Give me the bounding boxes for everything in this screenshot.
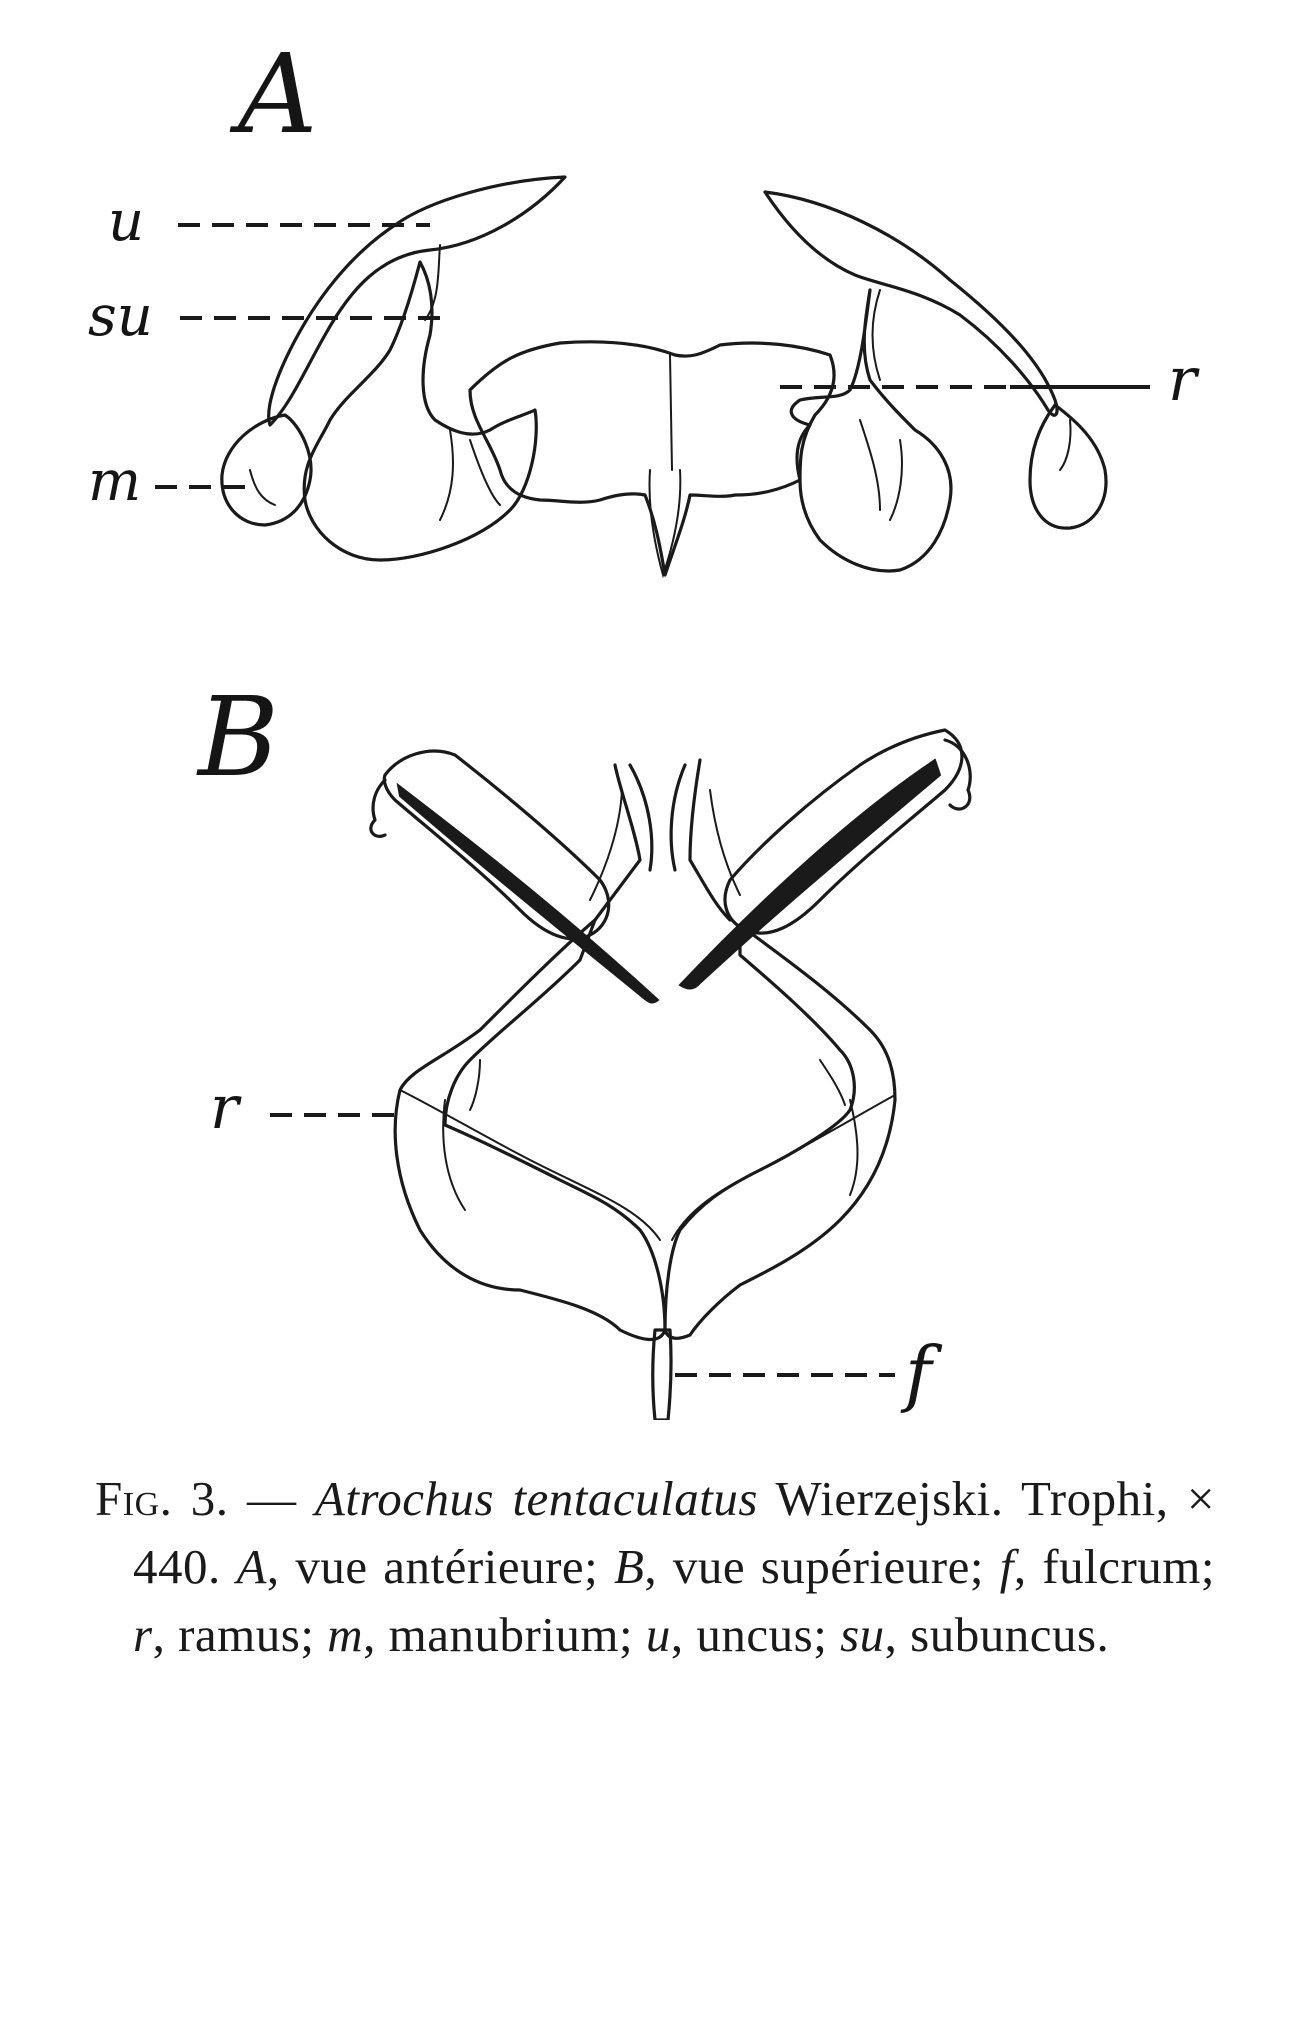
caption-b-text: , vue supérieure;: [644, 1539, 1000, 1594]
panel-b-letter: B: [198, 673, 279, 801]
panel-a-drawing: [222, 177, 1106, 575]
label-fulcrum-b: f: [905, 1331, 932, 1415]
panel-b-drawing: [371, 730, 970, 1420]
caption-r-letter: r: [133, 1607, 153, 1662]
left-uncus-arm-shape: [384, 751, 608, 939]
caption-m-text: , manubrium;: [363, 1607, 646, 1662]
right-subuncus-shape: [791, 290, 951, 571]
caption-a-text: , vue antérieure;: [266, 1539, 614, 1594]
caption-a-letter: A: [236, 1539, 267, 1594]
caption-author: Wierzejski. Trophi, × 440.: [133, 1471, 1215, 1594]
caption-b-letter: B: [613, 1539, 645, 1594]
left-manubrium-shape: [222, 415, 311, 525]
caption-u-letter: u: [645, 1607, 671, 1662]
caption-species: Atrochus tentaculatus: [314, 1471, 758, 1526]
panel-b-leaders: [270, 1115, 895, 1375]
caption-r-text: , ramus;: [152, 1607, 328, 1662]
left-subuncus-shape: [304, 262, 536, 560]
label-ramus-b: r: [210, 1073, 239, 1143]
label-manubrium-a: m: [88, 449, 142, 514]
fulcrum-shape: [653, 1330, 671, 1420]
label-ramus-a: r: [1168, 345, 1197, 415]
caption-m-letter: m: [327, 1607, 364, 1662]
panel-a-letter: A: [238, 30, 318, 158]
panel-a-leaders: [155, 225, 1150, 487]
caption-f-letter: f: [999, 1539, 1014, 1594]
figure-caption: [95, 1465, 1215, 1669]
right-uncus-shape: [765, 192, 1057, 415]
caption-dash: —: [228, 1471, 315, 1526]
caption-su-letter: su: [840, 1607, 885, 1662]
caption-su-text: , subuncus.: [884, 1607, 1110, 1662]
label-uncus-a: u: [108, 189, 145, 254]
label-subuncus-a: su: [88, 284, 153, 349]
right-uncus-tooth-shape: [680, 760, 940, 989]
left-uncus-shape: [269, 177, 565, 425]
caption-f-text: , fulcrum;: [1013, 1539, 1215, 1594]
caption-fig-label: Fig. 3.: [95, 1471, 229, 1526]
ramus-body-shape: [470, 342, 834, 575]
caption-u-text: , uncus;: [670, 1607, 841, 1662]
right-manubrium-shape: [1030, 405, 1106, 528]
right-ramus-shape: [665, 925, 895, 1338]
